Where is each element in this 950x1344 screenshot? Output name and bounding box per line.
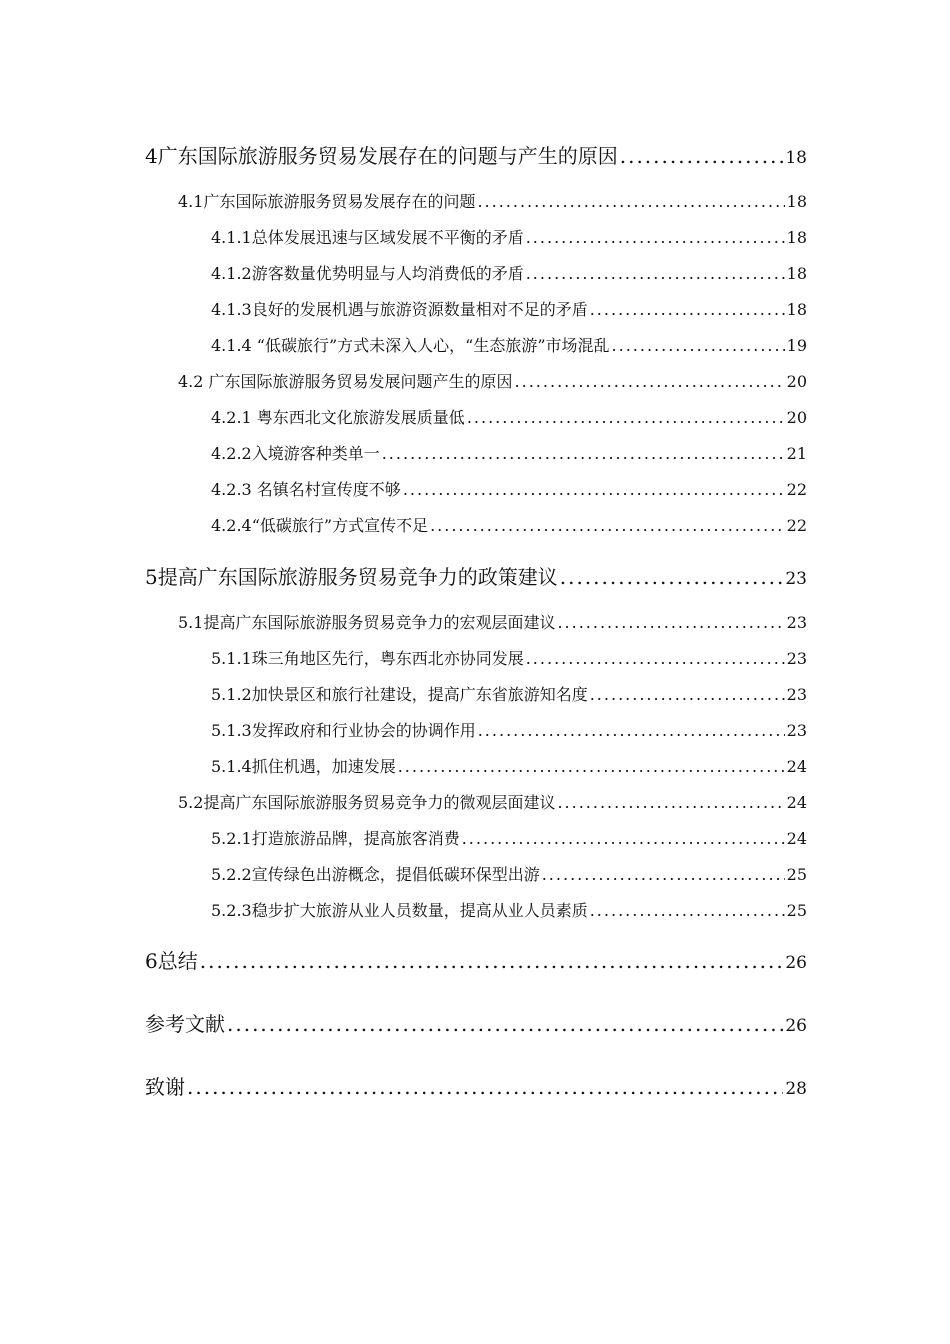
toc-leader-dots	[620, 144, 784, 168]
toc-entry-page: 23	[786, 685, 807, 704]
toc-entry-label: 4广东国际旅游服务贸易发展存在的问题与产生的原因	[145, 144, 618, 168]
toc-leader-dots	[526, 264, 785, 283]
toc-entry-label: 5.1.3发挥政府和行业协会的协调作用	[211, 721, 476, 740]
toc-entry-page: 18	[786, 192, 807, 211]
toc-entry-5-1-2	[211, 682, 807, 705]
toc-leader-dots	[462, 829, 785, 848]
toc-entry-page: 20	[786, 372, 807, 391]
toc-leader-dots	[227, 1012, 783, 1036]
toc-entry-page: 23	[786, 649, 807, 668]
toc-leader-dots	[590, 685, 785, 704]
toc-entry-page: 23	[786, 721, 807, 740]
toc-leader-dots	[382, 444, 785, 463]
toc-leader-dots	[542, 865, 785, 884]
toc-entry-4-1-3	[211, 297, 807, 320]
toc-entry-page: 26	[785, 1016, 807, 1036]
toc-leader-dots	[398, 757, 785, 776]
toc-leader-dots	[430, 516, 785, 535]
toc-entry-page: 25	[786, 865, 807, 884]
toc-entry-page: 23	[785, 569, 807, 589]
toc-entry-page: 24	[786, 829, 807, 848]
toc-entry-label: 4.2.3 名镇名村宣传度不够	[211, 480, 401, 499]
toc-entry-page: 18	[786, 300, 807, 319]
toc-entry-page: 22	[786, 516, 807, 535]
toc-entry-4-1-2	[211, 261, 807, 284]
toc-entry-4-2-4	[211, 513, 807, 536]
toc-leader-dots	[557, 613, 784, 632]
toc-entry-5-2-3	[211, 898, 807, 921]
toc-leader-dots	[590, 901, 785, 920]
toc-entry-label: 5.1.4抓住机遇，加速发展	[211, 757, 396, 776]
toc-entry-5-1-4	[211, 754, 807, 777]
toc-entry-page: 24	[786, 793, 807, 812]
toc-entry-label: 5.1.2加快景区和旅行社建设，提高广东省旅游知名度	[211, 685, 588, 704]
toc-leader-dots	[557, 793, 784, 812]
toc-entry-4-1	[178, 189, 807, 212]
toc-entry-label: 致谢	[145, 1075, 185, 1099]
toc-entry-page: 26	[785, 953, 807, 973]
toc-entry-chapter-6	[145, 945, 807, 974]
toc-entry-page: 19	[786, 336, 807, 355]
toc-entry-4-2-2	[211, 441, 807, 464]
toc-entry-references	[145, 1008, 807, 1037]
toc-leader-dots	[612, 336, 785, 355]
toc-entry-label: 5.2.1打造旅游品牌，提高旅客消费	[211, 829, 460, 848]
toc-entry-label: 4.2.4“低碳旅行”方式宣传不足	[211, 516, 429, 535]
toc-leader-dots	[560, 565, 784, 589]
toc-leader-dots	[467, 408, 785, 427]
toc-entry-label: 4.1.2游客数量优势明显与人均消费低的矛盾	[211, 264, 524, 283]
toc-entry-4-1-4	[211, 333, 807, 356]
toc-entry-label: 4.2.2入境游客种类单一	[211, 444, 380, 463]
toc-entry-4-2	[178, 369, 807, 392]
toc-entry-acknowledgements	[145, 1071, 807, 1100]
toc-entry-4-1-1	[211, 225, 807, 248]
toc-entry-page: 18	[785, 148, 807, 168]
toc-entry-label: 6总结	[145, 949, 198, 973]
toc-leader-dots	[477, 192, 784, 211]
toc-entry-label: 4.2 广东国际旅游服务贸易发展问题产生的原因	[178, 372, 513, 391]
toc-leader-dots	[526, 649, 785, 668]
toc-entry-5-1	[178, 610, 807, 633]
toc-entry-page: 28	[785, 1079, 807, 1099]
toc-entry-4-2-1	[211, 405, 807, 428]
toc-entry-label: 5.1提高广东国际旅游服务贸易竞争力的宏观层面建议	[178, 613, 556, 632]
toc-entry-label: 参考文献	[145, 1012, 225, 1036]
toc-entry-page: 25	[786, 901, 807, 920]
toc-entry-label: 5提高广东国际旅游服务贸易竞争力的政策建议	[145, 565, 558, 589]
toc-entry-page: 18	[786, 228, 807, 247]
toc-leader-dots	[478, 721, 785, 740]
toc-entry-page: 24	[786, 757, 807, 776]
toc-entry-chapter-4	[145, 140, 807, 169]
toc-entry-page: 18	[786, 264, 807, 283]
toc-entry-label: 4.1广东国际旅游服务贸易发展存在的问题	[178, 192, 476, 211]
toc-leader-dots	[403, 480, 785, 499]
toc-entry-label: 5.2.3稳步扩大旅游从业人员数量，提高从业人员素质	[211, 901, 588, 920]
toc-entry-label: 4.1.3良好的发展机遇与旅游资源数量相对不足的矛盾	[211, 300, 588, 319]
toc-entry-5-1-1	[211, 646, 807, 669]
toc-entry-5-2	[178, 790, 807, 813]
toc-leader-dots	[515, 372, 785, 391]
toc-entry-5-1-3	[211, 718, 807, 741]
toc-entry-page: 23	[786, 613, 807, 632]
toc-leader-dots	[200, 949, 784, 973]
toc-entry-label: 5.1.1珠三角地区先行，粤东西北亦协同发展	[211, 649, 524, 668]
toc-entry-label: 4.1.1总体发展迅速与区域发展不平衡的矛盾	[211, 228, 524, 247]
toc-leader-dots	[526, 228, 785, 247]
toc-entry-5-2-2	[211, 862, 807, 885]
toc-entry-page: 22	[786, 480, 807, 499]
toc-entry-label: 4.2.1 粤东西北文化旅游发展质量低	[211, 408, 465, 427]
toc-entry-5-2-1	[211, 826, 807, 849]
toc-entry-label: 5.2.2宣传绿色出游概念，提倡低碳环保型出游	[211, 865, 540, 884]
toc-entry-label: 5.2提高广东国际旅游服务贸易竞争力的微观层面建议	[178, 793, 556, 812]
toc-leader-dots	[187, 1075, 783, 1099]
toc-entry-label: 4.1.4 “低碳旅行”方式未深入人心，“生态旅游”市场混乱	[211, 336, 610, 355]
toc-entry-chapter-5	[145, 561, 807, 590]
toc-entry-page: 20	[786, 408, 807, 427]
toc-entry-4-2-3	[211, 477, 807, 500]
toc-leader-dots	[590, 300, 785, 319]
toc-entry-page: 21	[786, 444, 807, 463]
